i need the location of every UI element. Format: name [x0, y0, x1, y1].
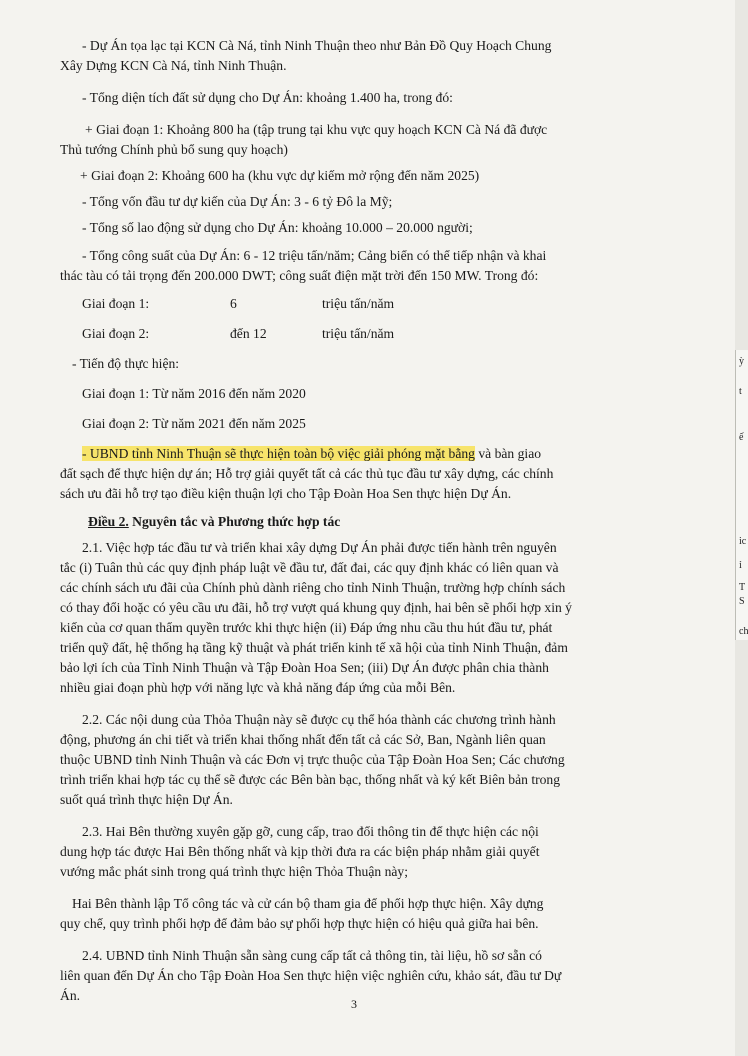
text-line: quy chế, quy trình phối hợp để đảm bảo sự phối hợp thực hiện có hiệu quả giữa hai bên. [60, 916, 539, 931]
schedule-title: - Tiến độ thực hiện: [72, 356, 180, 371]
text-line: liên quan đến Dự Án cho Tập Đoàn Hoa Sen thực hiện việc nghiên cứu, khảo sát, đầu tư Dự [60, 968, 562, 983]
text-line: nhiều giai đoạn phù hợp với năng lực và khả năng đáp ứng của mỗi Bên. [60, 680, 456, 695]
capacity-unit: triệu tấn/năm [322, 326, 395, 341]
capacity-phase: Giai đoạn 1: [82, 296, 150, 311]
capacity-row [60, 294, 713, 314]
text-line: dung hợp tác được Hai Bên thống nhất và kịp thời đưa ra các biện pháp nhằm giải quyết [60, 844, 540, 859]
text-line: Án. [60, 988, 81, 1003]
text-span: và bàn giao [474, 446, 542, 461]
highlighted-text: - UBND tỉnh Ninh Thuận sẽ thực hiện toàn bộ việc giải phóng mặt bằng [82, 446, 475, 461]
capacity-phase: Giai đoạn 2: [82, 326, 150, 341]
edge-fragment: S [739, 596, 745, 607]
text-line: - Tổng công suất của Dự Án: 6 - 12 triệu tấn/năm; Cảng biển có thể tiếp nhận và khai [82, 248, 547, 263]
text-line: thác tàu có tải trọng đến 200.000 DWT; công suất điện mặt trời đến 150 MW. Trong đó: [60, 268, 539, 283]
text-line: triển quỹ đất, hệ thống hạ tầng kỹ thuật và phát triển kinh tế xã hội của tỉnh Ninh Thuận, đảm [60, 640, 568, 655]
text-line: vướng mắc phát sinh trong quá trình thực hiện Thỏa Thuận này; [60, 864, 408, 879]
text-line: - Tổng số lao động sử dụng cho Dự Án: khoảng 10.000 – 20.000 người; [82, 220, 473, 235]
text-line: 2.2. Các nội dung của Thỏa Thuận này sẽ được cụ thể hóa thành các chương trình hành [82, 712, 556, 727]
text-line: - Tổng diện tích đất sử dụng cho Dự Án: khoảng 1.400 ha, trong đó: [82, 90, 453, 105]
capacity-value: 6 [230, 296, 237, 311]
edge-fragment: ỳ [739, 356, 744, 367]
text-line: sách ưu đãi hỗ trợ tạo điều kiện thuận lợi cho Tập Đoàn Hoa Sen thực hiện Dự Án. [60, 486, 512, 501]
capacity-value: đến 12 [230, 326, 267, 341]
schedule-row: Giai đoạn 2: Từ năm 2021 đến năm 2025 [82, 416, 306, 431]
page-number: 3 [351, 997, 357, 1011]
text-line: có thay đổi hoặc có yêu cầu ưu đãi, hỗ trợ vượt quá khung quy định, hai bên sẽ phối hợp xin ý [60, 600, 572, 615]
edge-fragment: t [739, 386, 742, 397]
text-line: trình triển khai hợp tác cụ thể sẽ được các Bên bàn bạc, thống nhất và ký kết Biên bản trong [60, 772, 561, 787]
text-line: 2.3. Hai Bên thường xuyên gặp gỡ, cung cấp, trao đổi thông tin để thực hiện các nội [82, 824, 539, 839]
text-line: 2.4. UBND tỉnh Ninh Thuận sẵn sàng cung cấp tất cả thông tin, tài liệu, hồ sơ sẵn có [82, 948, 542, 963]
capacity-unit: triệu tấn/năm [322, 296, 395, 311]
article-heading [60, 512, 713, 532]
ubnd-line [60, 444, 713, 464]
text-line: bảo lợi ích của Tỉnh Ninh Thuận và Tập Đoàn Hoa Sen; (iii) Dự Án được phân chia thành [60, 660, 549, 675]
text-line: đất sạch để thực hiện dự án; Hỗ trợ giải quyết tất cả các thủ tục đầu tư xây dựng, các chính [60, 466, 554, 481]
text-line: suốt quá trình thực hiện Dự Án. [60, 792, 233, 807]
text-line: - Dự Án tọa lạc tại KCN Cà Ná, tỉnh Ninh Thuận theo như Bản Đồ Quy Hoạch Chung [82, 38, 552, 53]
schedule-row: Giai đoạn 1: Từ năm 2016 đến năm 2020 [82, 386, 306, 401]
adjacent-page-edge [735, 0, 748, 1056]
capacity-row [60, 324, 713, 344]
text-line: - Tổng vốn đầu tư dự kiến của Dự Án: 3 - 6 tỷ Đô la Mỹ; [82, 194, 393, 209]
edge-fragment: ic [739, 536, 747, 547]
text-line: Thủ tướng Chính phủ bổ sung quy hoạch) [60, 142, 288, 157]
text-line: thuộc UBND tỉnh Ninh Thuận và các Đơn vị trực thuộc của Tập Đoàn Hoa Sen; Các chương [60, 752, 565, 767]
text-line: tắc (i) Tuân thủ các quy định pháp luật về đầu tư, đất đai, các quy định khác có liên quan và [60, 560, 559, 575]
edge-fragment: T [739, 582, 746, 593]
text-line: + Giai đoạn 2: Khoảng 600 ha (khu vực dự kiếm mở rộng đến năm 2025) [80, 168, 480, 183]
text-line: Xây Dựng KCN Cà Ná, tỉnh Ninh Thuận. [60, 58, 287, 73]
edge-fragment: ch [739, 626, 748, 637]
edge-fragment: ỉ [739, 560, 742, 571]
text-line: động, phương án chi tiết và triển khai thống nhất đến tất cả các Sở, Ban, Ngành liên quan [60, 732, 546, 747]
text-line: các chính sách ưu đãi của Chính phủ dành riêng cho tỉnh Ninh Thuận, trường hợp chính sách [60, 580, 566, 595]
article-label: Điều 2. [88, 514, 129, 529]
text-line: Hai Bên thành lập Tổ công tác và cử cán bộ tham gia để phối hợp thực hiện. Xây dựng [72, 896, 544, 911]
text-line: + Giai đoạn 1: Khoảng 800 ha (tập trung tại khu vực quy hoạch KCN Cà Ná đã được [85, 122, 548, 137]
text-line: kiến của cơ quan thẩm quyền trước khi thực hiện (ii) Đáp ứng nhu cầu thu hút đầu tư, phát [60, 620, 553, 635]
article-title: Nguyên tắc và Phương thức hợp tác [128, 514, 341, 529]
adjacent-document-strip [735, 350, 748, 640]
edge-fragment: ế [739, 432, 744, 443]
text-line: 2.1. Việc hợp tác đầu tư và triển khai xây dựng Dự Án phải được tiến hành trên nguyên [82, 540, 557, 555]
